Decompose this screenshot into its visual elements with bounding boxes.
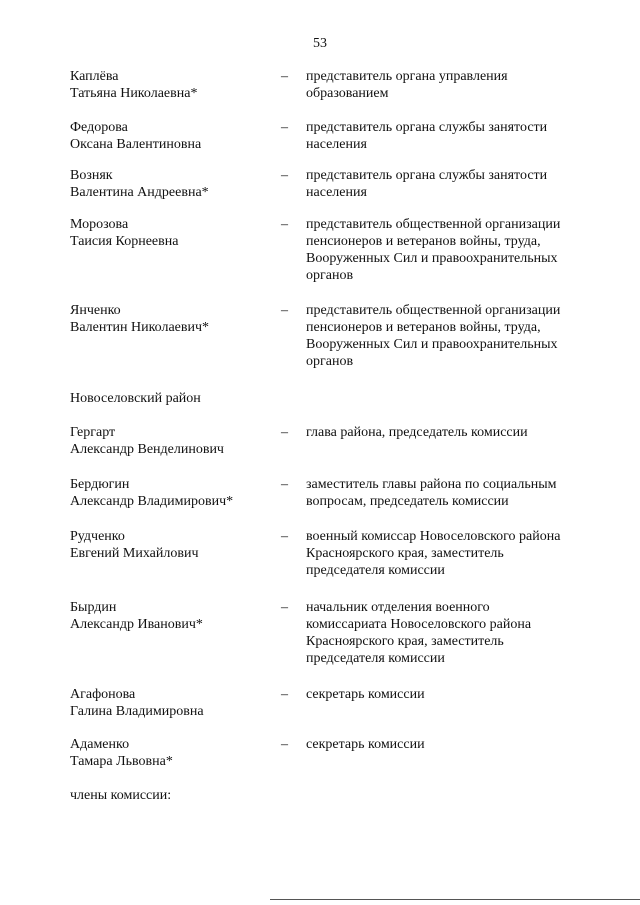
surname: Каплёва (70, 69, 119, 84)
given-names: Таисия Корнеевна (70, 234, 179, 249)
given-names: Татьяна Николаевна* (70, 86, 198, 101)
person-name (70, 68, 197, 102)
person-name (70, 167, 209, 201)
members-label: члены комиссии: (70, 788, 172, 803)
role-line: вопросам, председатель комиссии (306, 494, 509, 509)
given-names: Александр Владимирович* (70, 494, 234, 509)
role-line: начальник отделения военного (306, 600, 490, 615)
surname: Морозова (70, 217, 129, 232)
role-line: представитель общественной организации (306, 303, 561, 318)
dash: – (281, 120, 288, 135)
dash: – (281, 217, 288, 232)
role-line: председателя комиссии (306, 563, 445, 578)
given-names: Евгений Михайлович (70, 546, 199, 561)
role-line: Вооруженных Сил и правоохранительных (306, 251, 558, 266)
given-names: Галина Владимировна (70, 704, 204, 719)
surname: Возняк (70, 168, 113, 183)
role-line: секретарь комиссии (306, 687, 425, 702)
role-line: военный комиссар Новоселовского района (306, 529, 561, 544)
dash: – (281, 477, 288, 492)
dash: – (281, 529, 288, 544)
dash: – (281, 303, 288, 318)
role-line: населения (306, 185, 367, 200)
dash: – (281, 69, 288, 84)
role-line: органов (306, 268, 354, 283)
surname: Янченко (70, 303, 121, 318)
role-line: Красноярского края, заместитель (306, 546, 504, 561)
given-names: Валентина Андреевна* (70, 185, 209, 200)
role-description (306, 528, 606, 579)
person-name (70, 424, 224, 458)
surname: Адаменко (70, 737, 130, 752)
role-description (306, 599, 606, 667)
person-name (70, 528, 199, 562)
role-description (306, 476, 606, 510)
person-name (70, 119, 201, 153)
role-description (306, 167, 606, 201)
surname: Агафонова (70, 687, 136, 702)
person-name (70, 686, 204, 720)
dash: – (281, 737, 288, 752)
page-number: 53 (313, 36, 327, 51)
person-name (70, 476, 233, 510)
role-line: органов (306, 354, 354, 369)
surname: Гергарт (70, 425, 116, 440)
surname: Федорова (70, 120, 128, 135)
role-description (306, 686, 606, 703)
role-line: представитель общественной организации (306, 217, 561, 232)
dash: – (281, 687, 288, 702)
role-line: населения (306, 137, 367, 152)
person-name (70, 736, 173, 770)
role-line: заместитель главы района по социальным (306, 477, 557, 492)
surname: Бырдин (70, 600, 117, 615)
dash: – (281, 168, 288, 183)
given-names: Александр Иванович* (70, 617, 203, 632)
role-line: глава района, председатель комиссии (306, 425, 528, 440)
dash: – (281, 600, 288, 615)
role-line: пенсионеров и ветеранов войны, труда, (306, 320, 541, 335)
role-description (306, 302, 606, 370)
role-line: Вооруженных Сил и правоохранительных (306, 337, 558, 352)
role-description (306, 68, 606, 102)
role-line: представитель органа службы занятости (306, 120, 548, 135)
role-description (306, 216, 606, 284)
given-names: Оксана Валентиновна (70, 137, 202, 152)
section-title: Новоселовский район (70, 391, 201, 406)
person-name (70, 302, 209, 336)
given-names: Валентин Николаевич* (70, 320, 210, 335)
role-line: председателя комиссии (306, 651, 445, 666)
role-line: пенсионеров и ветеранов войны, труда, (306, 234, 541, 249)
role-line: комиссариата Новоселовского района (306, 617, 532, 632)
role-description (306, 424, 606, 441)
dash: – (281, 425, 288, 440)
role-description (306, 119, 606, 153)
role-line: представитель органа управления (306, 69, 508, 84)
role-line: секретарь комиссии (306, 737, 425, 752)
role-line: образованием (306, 86, 389, 101)
person-name (70, 599, 203, 633)
role-description (306, 736, 606, 753)
person-name (70, 216, 178, 250)
role-line: представитель органа службы занятости (306, 168, 548, 183)
surname: Бердюгин (70, 477, 130, 492)
footer-rule (270, 899, 640, 900)
role-line: Красноярского края, заместитель (306, 634, 504, 649)
given-names: Тамара Львовна* (70, 754, 173, 769)
given-names: Александр Венделинович (70, 442, 224, 457)
surname: Рудченко (70, 529, 125, 544)
